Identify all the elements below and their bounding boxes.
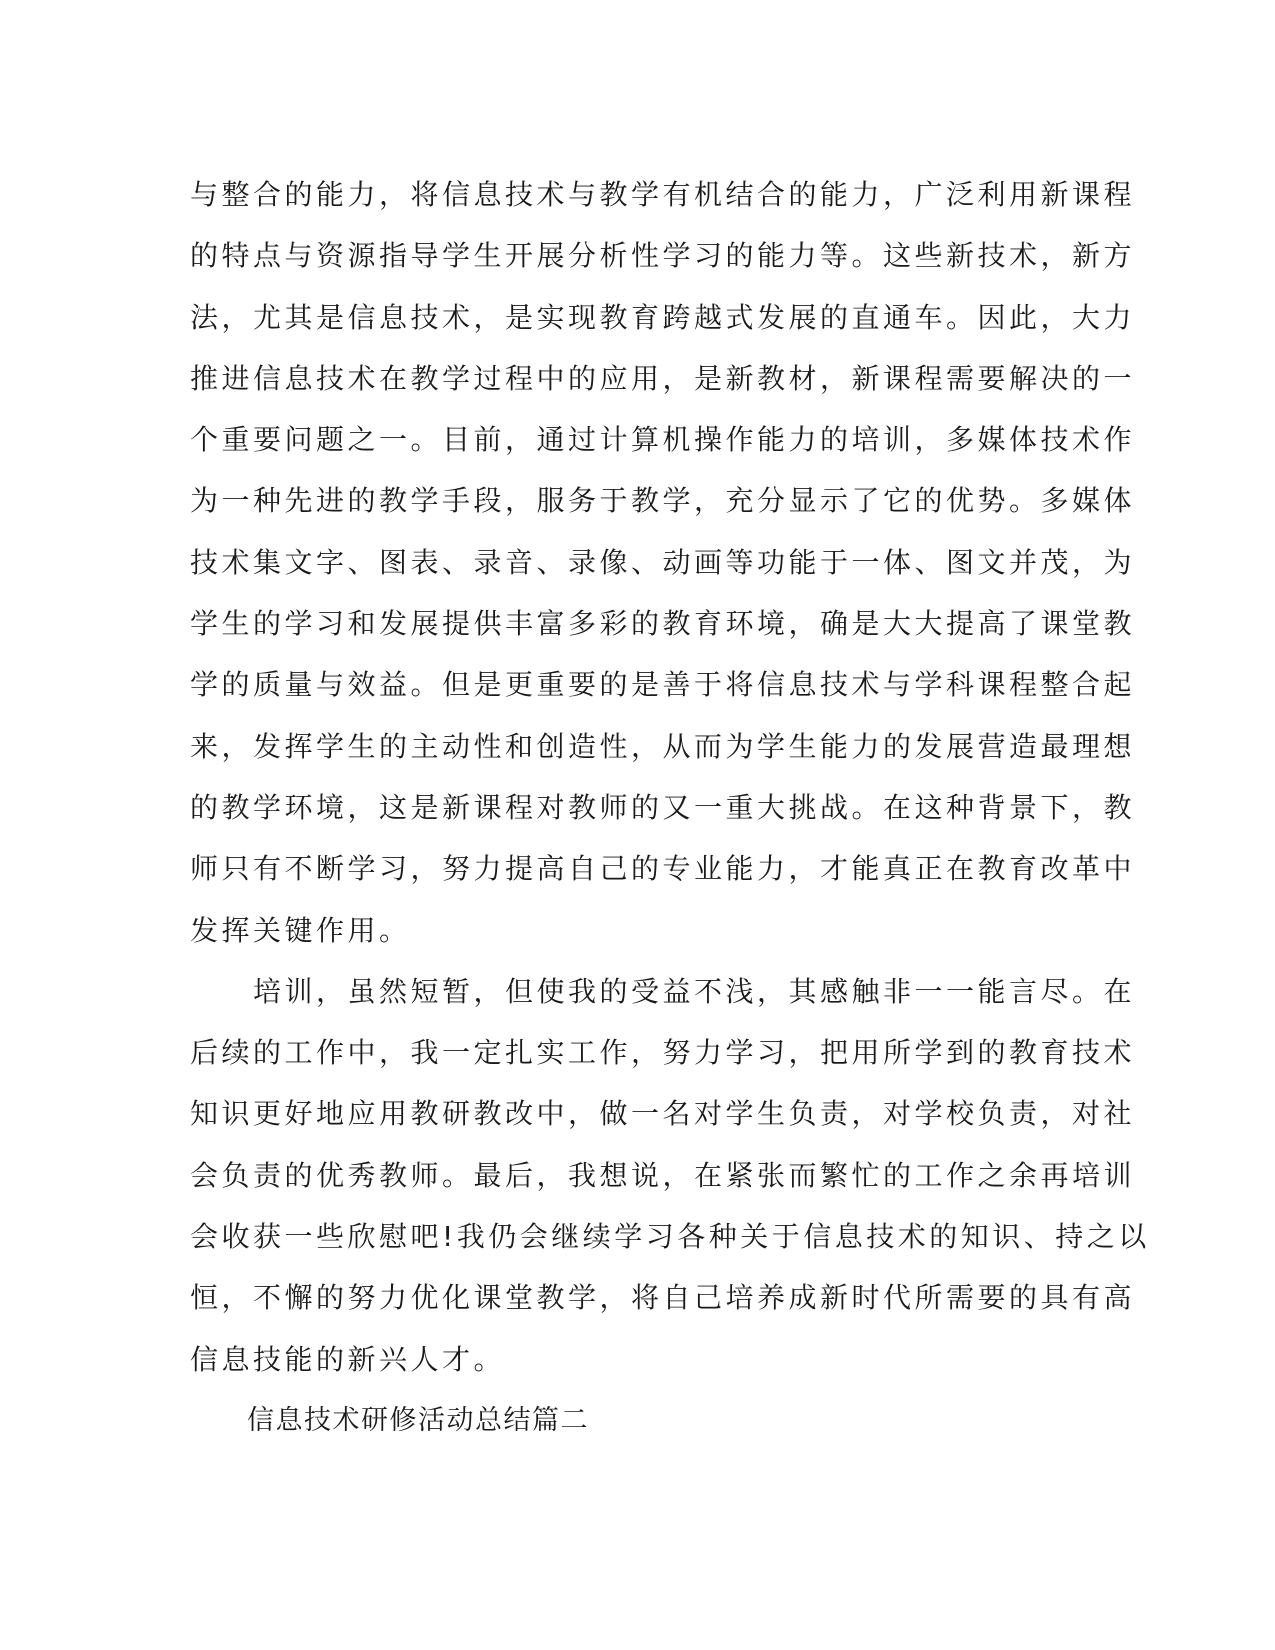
text-line: 培训，虽然短暂，但使我的受益不浅，其感触非一一能言尽。在 [190, 974, 1136, 1008]
text-line: 会收获一些欣慰吧!我仍会继续学习各种关于信息技术的知识、持之以 [190, 1220, 1150, 1254]
document-body [190, 164, 1150, 1451]
text-line: 学的质量与效益。但是更重要的是善于将信息技术与学科课程整合起 [190, 668, 1136, 702]
text-line: 发挥关键作用。 [190, 913, 411, 947]
text-line: 的教学环境，这是新课程对教师的又一重大挑战。在这种背景下，教 [190, 790, 1136, 824]
section-heading: 信息技术研修活动总结篇二 [190, 1404, 589, 1436]
paragraph-2 [190, 961, 1150, 1390]
text-line: 法，尤其是信息技术，是实现教育跨越式发展的直通车。因此，大力 [190, 300, 1136, 334]
text-line: 会负责的优秀教师。最后，我想说，在紧张而繁忙的工作之余再培训 [190, 1158, 1136, 1192]
paragraph-1 [190, 164, 1136, 961]
text-line: 为一种先进的教学手段，服务于教学，充分显示了它的优势。多媒体 [190, 484, 1136, 518]
text-line: 的特点与资源指导学生开展分析性学习的能力等。这些新技术，新方 [190, 239, 1136, 273]
text-line: 个重要问题之一。目前，通过计算机操作能力的培训，多媒体技术作 [190, 423, 1136, 457]
text-line: 技术集文字、图表、录音、录像、动画等功能于一体、图文并茂，为 [190, 545, 1136, 579]
text-line: 后续的工作中，我一定扎实工作，努力学习，把用所学到的教育技术 [190, 1036, 1136, 1070]
text-line: 师只有不断学习，努力提高自己的专业能力，才能真正在教育改革中 [190, 852, 1136, 886]
text-line: 信息技能的新兴人才。 [190, 1342, 506, 1376]
text-line: 知识更好地应用教研教改中，做一名对学生负责，对学校负责，对社 [190, 1097, 1136, 1131]
text-line: 恒，不懈的努力优化课堂教学，将自己培养成新时代所需要的具有高 [190, 1281, 1136, 1315]
text-line: 学生的学习和发展提供丰富多彩的教育环境，确是大大提高了课堂教 [190, 607, 1136, 641]
text-line: 推进信息技术在教学过程中的应用，是新教材，新课程需要解决的一 [190, 361, 1136, 395]
text-line: 与整合的能力，将信息技术与教学有机结合的能力，广泛利用新课程 [190, 178, 1136, 211]
text-line: 来，发挥学生的主动性和创造性，从而为学生能力的发展营造最理想 [190, 729, 1136, 763]
